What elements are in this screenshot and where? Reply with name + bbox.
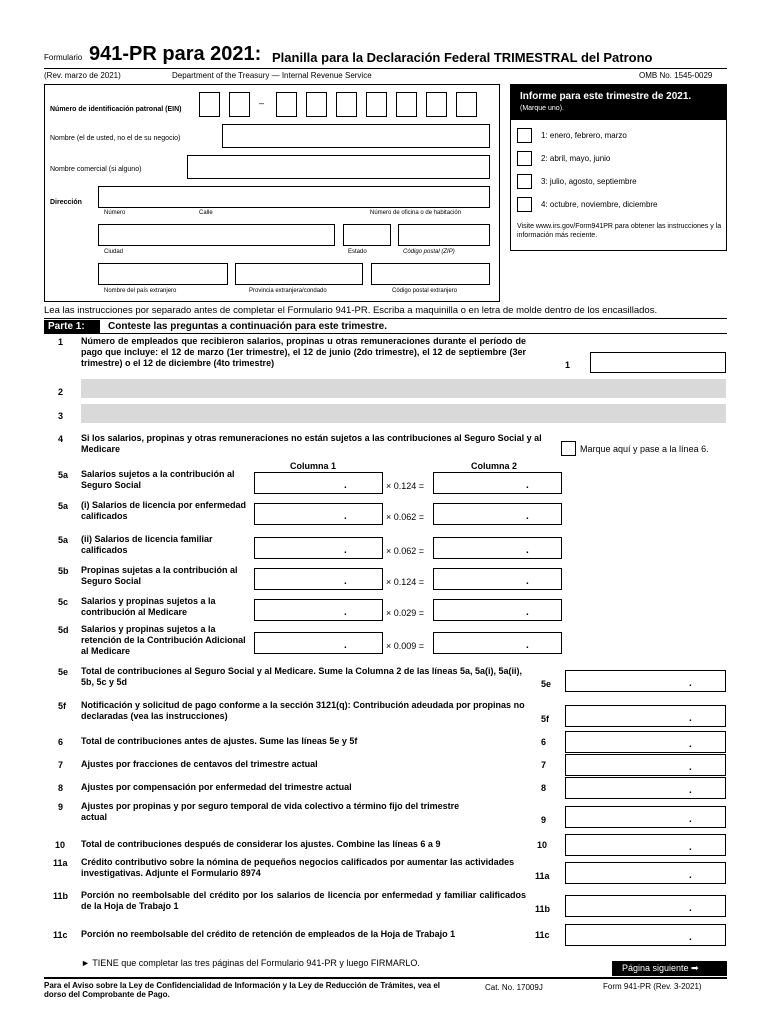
quarter-2-checkbox[interactable] (517, 151, 532, 166)
line11a-ref: 11a (535, 871, 550, 881)
line5b-col2-field[interactable] (433, 568, 562, 590)
line6-ref: 6 (541, 737, 547, 747)
privacy-note: Para el Aviso sobre la Ley de Confidencialidad de Información y la Ley de Reducción de Trámites, vea el dorso del Comprobante de Pago. (44, 981, 440, 999)
ein-digit-4[interactable] (306, 92, 327, 117)
ein-dash: – (259, 98, 265, 108)
line5f-ref: 5f (541, 714, 550, 724)
line11c-ref: 11c (535, 930, 550, 940)
line5f-field[interactable] (565, 705, 726, 727)
line9-ref: 9 (541, 815, 547, 825)
line5b-number: 5b (58, 566, 69, 576)
quarter-2-label: 2: abril, mayo, junio (541, 154, 611, 163)
line7-number: 7 (58, 760, 64, 770)
quarter-3-label: 3: julio, agosto, septiembre (541, 177, 637, 186)
line11b-number: 11b (53, 891, 69, 901)
line11b-ref: 11b (535, 904, 551, 914)
provincia-caption: Provincia extranjera/condado (249, 288, 327, 294)
line5ai-multiplier: × 0.062 = (386, 512, 425, 522)
line1-number: 1 (58, 337, 64, 347)
line5d-col2-field[interactable] (433, 632, 562, 654)
revision-date: (Rev. marzo de 2021) (44, 71, 121, 80)
line8-ref: 8 (541, 783, 547, 793)
ein-digit-3[interactable] (276, 92, 297, 117)
catalog-number: Cat. No. 17009J (485, 983, 543, 992)
line10-ref: 10 (537, 840, 548, 850)
formulario-label: Formulario (44, 53, 83, 62)
line5aii-text: (ii) Salarios de licencia familiar calificados (81, 534, 213, 555)
omb-number: OMB No. 1545-0029 (639, 71, 713, 80)
estado-field[interactable] (343, 224, 391, 246)
line3-shaded (81, 404, 726, 423)
quarter-heading: Informe para este trimestre de 2021. (520, 91, 692, 102)
quarter-1-checkbox[interactable] (517, 128, 532, 143)
instructions-line: Lea las instrucciones por separado antes de completar el Formulario 941-PR. Escriba a maquinilla o en letra de molde dentro de los encasillados. (44, 305, 658, 316)
line10-number: 10 (55, 840, 66, 850)
line5a-number: 5a (58, 470, 69, 480)
line7-field[interactable] (565, 754, 726, 776)
form-title: Planilla para la Declaración Federal TRIMESTRAL del Patrono (272, 50, 653, 65)
form-footer-id: Form 941-PR (Rev. 3-2021) (603, 982, 702, 991)
line4-number: 4 (58, 434, 64, 444)
tiene-note: ► TIENE que completar las tres páginas del Formulario 941-PR y luego FIRMARLO. (81, 958, 420, 968)
line2-shaded (81, 379, 726, 398)
nombre-comercial-field[interactable] (187, 155, 490, 179)
line11c-field[interactable] (565, 924, 726, 946)
line5e-ref: 5e (541, 679, 552, 689)
line5d-multiplier: × 0.009 = (386, 641, 425, 651)
quarter-visit-note: Visite www.irs.gov/Form941PR para obtener las instrucciones y la información más reciente. (517, 223, 722, 239)
ciudad-field[interactable] (98, 224, 335, 246)
line5d-col1-field[interactable] (254, 632, 383, 654)
ein-digit-8[interactable] (426, 92, 447, 117)
ein-digit-1[interactable] (199, 92, 220, 117)
line6-field[interactable] (565, 731, 726, 753)
line6-text: Total de contribuciones antes de ajustes. Sume las líneas 5e y 5f (81, 736, 358, 746)
ein-label: Número de identificación patronal (EIN) (50, 106, 182, 113)
line5e-number: 5e (58, 667, 69, 677)
line5c-col2-field[interactable] (433, 599, 562, 621)
postal-extranjero-field[interactable] (371, 263, 490, 285)
line2-number: 2 (58, 387, 64, 397)
line5ai-col1-field[interactable] (254, 503, 383, 525)
postal-extranjero-caption: Código postal extranjero (392, 288, 458, 294)
line5b-text: Propinas sujetas a la contribución al Seguro Social (81, 565, 238, 586)
direccion-field[interactable] (98, 186, 490, 208)
line5f-text: Notificación y solicitud de pago conforme a la sección 3121(q): Contribución adeudada por propinas no declaradas (vea las instrucciones) (81, 700, 525, 721)
line5ai-col2-field[interactable] (433, 503, 562, 525)
line5a-col2-field[interactable] (433, 472, 562, 494)
quarter-4-label: 4: octubre, noviembre, diciembre (541, 200, 658, 209)
ciudad-caption: Ciudad (104, 249, 124, 255)
column2-header: Columna 2 (471, 461, 518, 471)
line10-text: Total de contribuciones después de considerar los ajustes. Combine las líneas 6 a 9 (81, 839, 441, 849)
ein-digit-9[interactable] (456, 92, 477, 117)
line9-text: Ajustes por propinas y por seguro temporal de vida colectivo a término fijo del trimestre actual (81, 801, 460, 822)
line3-number: 3 (58, 411, 64, 421)
calle-caption: Calle (199, 210, 213, 216)
pais-field[interactable] (98, 263, 228, 285)
column1-header: Columna 1 (290, 461, 337, 471)
line4-check-label: Marque aquí y pase a la línea 6. (580, 444, 709, 454)
line11c-text: Porción no reembolsable del crédito de retención de empleados de la Hoja de Trabajo 1 (81, 929, 456, 939)
line10-field[interactable] (565, 834, 726, 856)
line11b-field[interactable] (565, 895, 726, 917)
line5ai-text: (i) Salarios de licencia por enfermedad calificados (81, 500, 247, 521)
line5c-col1-field[interactable] (254, 599, 383, 621)
line11b-text: Porción no reembolsable del crédito por los salarios de licencia por enfermedad y familiar calificados de la Hoja de Trabajo 1 (81, 890, 526, 911)
line11a-text: Crédito contributivo sobre la nómina de pequeños negocios calificados por aumentar las actividades investigativas. Adjunte el Formulario 8974 (81, 857, 515, 878)
nombre-field[interactable] (222, 124, 490, 148)
line7-text: Ajustes por fracciones de centavos del trimestre actual (81, 759, 318, 769)
oficina-caption: Número de oficina o de habitación (370, 210, 462, 216)
line5aii-col1-field[interactable] (254, 537, 383, 559)
zip-field[interactable] (398, 224, 490, 246)
line9-number: 9 (58, 802, 64, 812)
line7-ref: 7 (541, 760, 547, 770)
form-number: 941-PR para 2021: (89, 43, 262, 65)
line4-checkbox[interactable] (561, 441, 576, 456)
ein-digit-2[interactable] (229, 92, 250, 117)
line5aii-number: 5a (58, 535, 69, 545)
line11a-field[interactable] (565, 862, 726, 884)
line11c-number: 11c (53, 930, 68, 940)
quarter-sub: (Marque uno). (520, 105, 564, 112)
line5b-col1-field[interactable] (254, 568, 383, 590)
line8-number: 8 (58, 783, 64, 793)
line5d-text: Salarios y propinas sujetos a la retención de la Contribución Adicional al Medicare (81, 624, 246, 656)
parte1-label: Parte 1: (48, 321, 85, 332)
provincia-field[interactable] (235, 263, 363, 285)
direccion-label: Dirección (50, 199, 82, 206)
line5e-text: Total de contribuciones al Seguro Social y al Medicare. Sume la Columna 2 de las líneas 5a, 5a(i), 5a(ii), 5b, 5c y 5d (81, 666, 522, 687)
line5aii-multiplier: × 0.062 = (386, 546, 425, 556)
zip-caption: Código postal (ZIP) (403, 249, 455, 255)
line5d-number: 5d (58, 625, 69, 635)
line11a-number: 11a (53, 858, 68, 868)
parte1-title: Conteste las preguntas a continuación para este trimestre. (108, 321, 387, 332)
line1-ref: 1 (565, 360, 571, 370)
line8-field[interactable] (565, 777, 726, 799)
line5a-multiplier: × 0.124 = (386, 481, 425, 491)
line5ai-number: 5a (58, 501, 69, 511)
line5b-multiplier: × 0.124 = (386, 577, 425, 587)
line5f-number: 5f (58, 701, 67, 711)
estado-caption: Estado (348, 249, 367, 255)
line1-field[interactable] (590, 352, 726, 373)
line5aii-col2-field[interactable] (433, 537, 562, 559)
quarter-3-checkbox[interactable] (517, 174, 532, 189)
next-page-label: Página siguiente ➡ (622, 963, 699, 973)
line8-text: Ajustes por compensación por enfermedad del trimestre actual (81, 782, 352, 792)
line5c-text: Salarios y propinas sujetos a la contribución al Medicare (81, 596, 216, 617)
nombre-comercial-label: Nombre comercial (si alguno) (50, 166, 142, 173)
line4-text: Si los salarios, propinas y otras remuneraciones no están sujetos a las contribuciones al Seguro Social y al Medicare (81, 433, 542, 454)
nombre-label: Nombre (el de usted, no el de su negocio) (50, 135, 181, 142)
ein-digit-7[interactable] (396, 92, 417, 117)
line5a-col1-field[interactable] (254, 472, 383, 494)
quarter-4-checkbox[interactable] (517, 197, 532, 212)
line5c-multiplier: × 0.029 = (386, 608, 425, 618)
line6-number: 6 (58, 737, 64, 747)
line1-text: Número de empleados que recibieron salarios, propinas u otras remuneraciones durante el período de pago que incluye: el 12 de marzo (1er trimestre), el 12 de junio (2do trimestre), el 12 de septiembre (3er trimestre) o el 12 de diciembre (4to trimestre) (81, 336, 526, 368)
ein-digit-5[interactable] (336, 92, 357, 117)
ein-digit-6[interactable] (366, 92, 387, 117)
line5e-field[interactable] (565, 670, 726, 692)
line5a-text: Salarios sujetos a la contribución al Seguro Social (81, 469, 235, 490)
department: Department of the Treasury — Internal Revenue Service (172, 71, 372, 80)
quarter-1-label: 1: enero, febrero, marzo (541, 131, 627, 140)
line5c-number: 5c (58, 597, 69, 607)
numero-caption: Número (104, 210, 126, 216)
pais-caption: Nombre del país extranjero (104, 288, 177, 294)
line9-field[interactable] (565, 806, 726, 828)
quarter-header (510, 84, 727, 120)
